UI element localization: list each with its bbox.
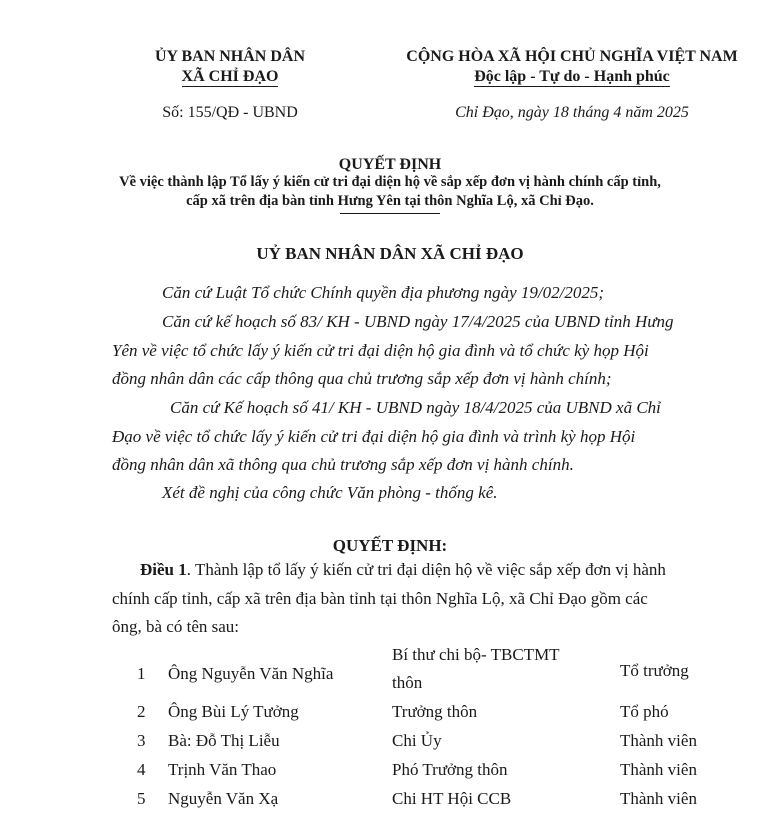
org-name: ỦY BAN NHÂN DÂN [154, 48, 306, 65]
member-position: Trưởng thôn [392, 702, 478, 721]
member-position: thôn [392, 673, 423, 692]
table-row [0, 702, 780, 728]
motto-wrap [362, 68, 780, 87]
national-title: CỘNG HÒA XÃ HỘI CHỦ NGHĨA VIỆT NAM [406, 48, 738, 65]
preamble-line: Yên về việc tổ chức lấy ý kiến cử tri đại diện hộ gia đình và tổ chức kỳ họp Hội [112, 341, 649, 360]
decision-subject-line1: Về việc thành lập Tổ lấy ý kiến cử tri đại diện hộ về sắp xếp đơn vị hành chính cấp tỉnh, [119, 174, 661, 190]
table-row [0, 645, 780, 701]
member-role: Tổ trưởng [620, 661, 689, 680]
member-role: Thành viên [620, 731, 697, 750]
issuing-authority: UỶ BAN NHÂN DÂN XÃ CHỈ ĐẠO [256, 244, 524, 263]
decision-heading: QUYẾT ĐỊNH: [332, 536, 448, 555]
preamble-line: đồng nhân dân xã thông qua chủ trương sắp xếp đơn vị hành chính. [112, 455, 574, 474]
article-1-line2: chính cấp tỉnh, cấp xã trên địa bàn tỉnh tại thôn Nghĩa Lộ, xã Chỉ Đạo gồm các [112, 589, 648, 608]
preamble-line: Căn cứ kế hoạch số 83/ KH - UBND ngày 17/4/2025 của UBND tỉnh Hưng [162, 312, 674, 331]
doc-number: Số: 155/QĐ - UBND [162, 104, 298, 121]
decision-title: QUYẾT ĐỊNH [338, 156, 442, 173]
article-1-line3: ông, bà có tên sau: [112, 617, 239, 636]
decision-subject-line2: cấp xã trên địa bàn tỉnh Hưng Yên tại thôn Nghĩa Lộ, xã Chỉ Đạo. [186, 193, 594, 209]
preamble-line: Căn cứ Luật Tổ chức Chính quyền địa phương ngày 19/02/2025; [162, 283, 605, 302]
preamble-line: Căn cứ Kế hoạch số 41/ KH - UBND ngày 18/4/2025 của UBND xã Chỉ [170, 398, 661, 417]
member-name: Bà: Đỗ Thị Liễu [168, 731, 280, 750]
member-no: 4 [137, 760, 146, 779]
member-name: Trịnh Văn Thao [168, 760, 277, 779]
preamble-line: Xét đề nghị của công chức Văn phòng - thống kê. [162, 483, 498, 502]
member-name: Ông Nguyễn Văn Nghĩa [168, 664, 334, 683]
member-no: 5 [137, 789, 146, 808]
article-1-line1 [140, 560, 666, 580]
preamble-line: Đạo về việc tổ chức lấy ý kiến cử tri đại diện hộ gia đình và trình kỳ họp Hội [112, 427, 636, 446]
member-role: Tổ phó [620, 702, 669, 721]
article-1-text: . Thành lập tổ lấy ý kiến cử tri đại diện hộ về việc sắp xếp đơn vị hành [186, 560, 666, 579]
member-no: 1 [137, 664, 146, 683]
member-role: Thành viên [620, 760, 697, 779]
member-position: Bí thư chi bộ- TBCTMT [392, 645, 560, 664]
preamble-line: đồng nhân dân các cấp thông qua chủ trương sắp xếp đơn vị hành chính; [112, 369, 612, 388]
national-motto: Độc lập - Tự do - Hạnh phúc [474, 68, 670, 85]
member-no: 3 [137, 731, 146, 750]
member-position: Chi Ủy [392, 731, 442, 750]
article-1-label: Điều 1 [140, 560, 187, 579]
member-position: Phó Trưởng thôn [392, 760, 508, 779]
org-subname-wrap [120, 68, 340, 87]
member-no: 2 [137, 702, 146, 721]
member-position: Chi HT Hội CCB [392, 789, 512, 808]
member-name: Ông Bùi Lý Tưởng [168, 702, 299, 721]
table-row [0, 760, 780, 786]
title-divider [340, 213, 440, 214]
member-name: Nguyễn Văn Xạ [168, 789, 279, 808]
member-role: Thành viên [620, 789, 697, 808]
org-subname: XÃ CHỈ ĐẠO [181, 68, 279, 85]
table-row [0, 731, 780, 757]
table-row [0, 789, 780, 815]
place-date: Chỉ Đạo, ngày 18 tháng 4 năm 2025 [455, 104, 689, 121]
